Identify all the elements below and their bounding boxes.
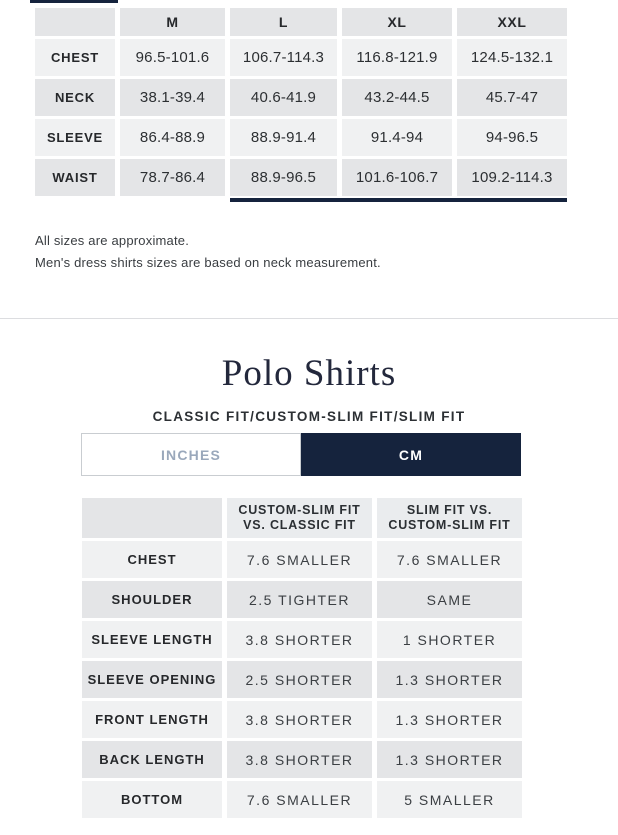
size-value: 88.9-91.4 (230, 119, 337, 156)
size-value: 88.9-96.5 (230, 159, 337, 196)
page-title: Polo Shirts (221, 353, 397, 394)
size-notes (35, 233, 381, 277)
size-value: 101.6-106.7 (342, 159, 452, 196)
size-value: 45.7-47 (457, 79, 567, 116)
fit-value: 7.6 SMALLER (377, 541, 522, 578)
fit-value: 7.6 SMALLER (227, 541, 372, 578)
fit-row-label-front-length: FRONT LENGTH (82, 701, 222, 738)
fit-value: 1.3 SHORTER (377, 701, 522, 738)
unit-toggle (81, 433, 521, 476)
fit-row-label-bottom: BOTTOM (82, 781, 222, 818)
fit-subtitle: CLASSIC FIT/CUSTOM-SLIM FIT/SLIM FIT (152, 409, 466, 424)
size-value: 116.8-121.9 (342, 39, 452, 76)
tab-inches[interactable]: INCHES (81, 433, 301, 476)
fit-value: 1.3 SHORTER (377, 661, 522, 698)
measurement-label-waist: WAIST (35, 159, 115, 196)
size-value: 94-96.5 (457, 119, 567, 156)
fit-value: SAME (377, 581, 522, 618)
fit-column-header-slim (377, 498, 522, 538)
size-value: 91.4-94 (342, 119, 452, 156)
measurement-label-sleeve: SLEEVE (35, 119, 115, 156)
fit-column-header-line: CUSTOM-SLIM FIT (388, 518, 511, 532)
size-value: 124.5-132.1 (457, 39, 567, 76)
section-divider (0, 318, 618, 319)
fit-value: 3.8 SHORTER (227, 741, 372, 778)
fit-value: 2.5 TIGHTER (227, 581, 372, 618)
size-value: 38.1-39.4 (120, 79, 225, 116)
fit-value: 3.8 SHORTER (227, 701, 372, 738)
fit-value: 7.6 SMALLER (227, 781, 372, 818)
size-column-header-l: L (230, 8, 337, 36)
fit-value: 1 SHORTER (377, 621, 522, 658)
dress-shirt-size-table[interactable] (35, 8, 567, 196)
fit-row-label-sleeve-length: SLEEVE LENGTH (82, 621, 222, 658)
tab-cm[interactable]: CM (301, 433, 521, 476)
fit-comparison-table[interactable] (82, 498, 522, 818)
size-value: 109.2-114.3 (457, 159, 567, 196)
fit-column-header-line: VS. CLASSIC FIT (243, 518, 356, 532)
measurement-label-chest: CHEST (35, 39, 115, 76)
fit-row-label-chest: CHEST (82, 541, 222, 578)
measurement-label-neck: NECK (35, 79, 115, 116)
note-line: All sizes are approximate. (35, 233, 190, 248)
fit-row-label-back-length: BACK LENGTH (82, 741, 222, 778)
size-value: 78.7-86.4 (120, 159, 225, 196)
size-value: 96.5-101.6 (120, 39, 225, 76)
size-value: 40.6-41.9 (230, 79, 337, 116)
size-value: 43.2-44.5 (342, 79, 452, 116)
fit-table-corner-cell (82, 498, 222, 538)
size-column-header-xl: XL (342, 8, 452, 36)
size-value: 86.4-88.9 (120, 119, 225, 156)
size-column-header-xxl: XXL (457, 8, 567, 36)
fit-row-label-shoulder: SHOULDER (82, 581, 222, 618)
size-value: 106.7-114.3 (230, 39, 337, 76)
scroll-indicator-top (30, 0, 118, 3)
fit-column-header-custom-slim (227, 498, 372, 538)
size-table-corner-cell (35, 8, 115, 36)
note-line: Men's dress shirts sizes are based on neck measurement. (35, 255, 381, 270)
fit-value: 2.5 SHORTER (227, 661, 372, 698)
fit-value: 3.8 SHORTER (227, 621, 372, 658)
size-column-header-m: M (120, 8, 225, 36)
table-scroll-indicator (230, 198, 567, 202)
fit-row-label-sleeve-opening: SLEEVE OPENING (82, 661, 222, 698)
fit-value: 1.3 SHORTER (377, 741, 522, 778)
fit-value: 5 SMALLER (377, 781, 522, 818)
fit-column-header-line: SLIM FIT VS. (406, 503, 493, 517)
fit-column-header-line: CUSTOM-SLIM FIT (238, 503, 361, 517)
